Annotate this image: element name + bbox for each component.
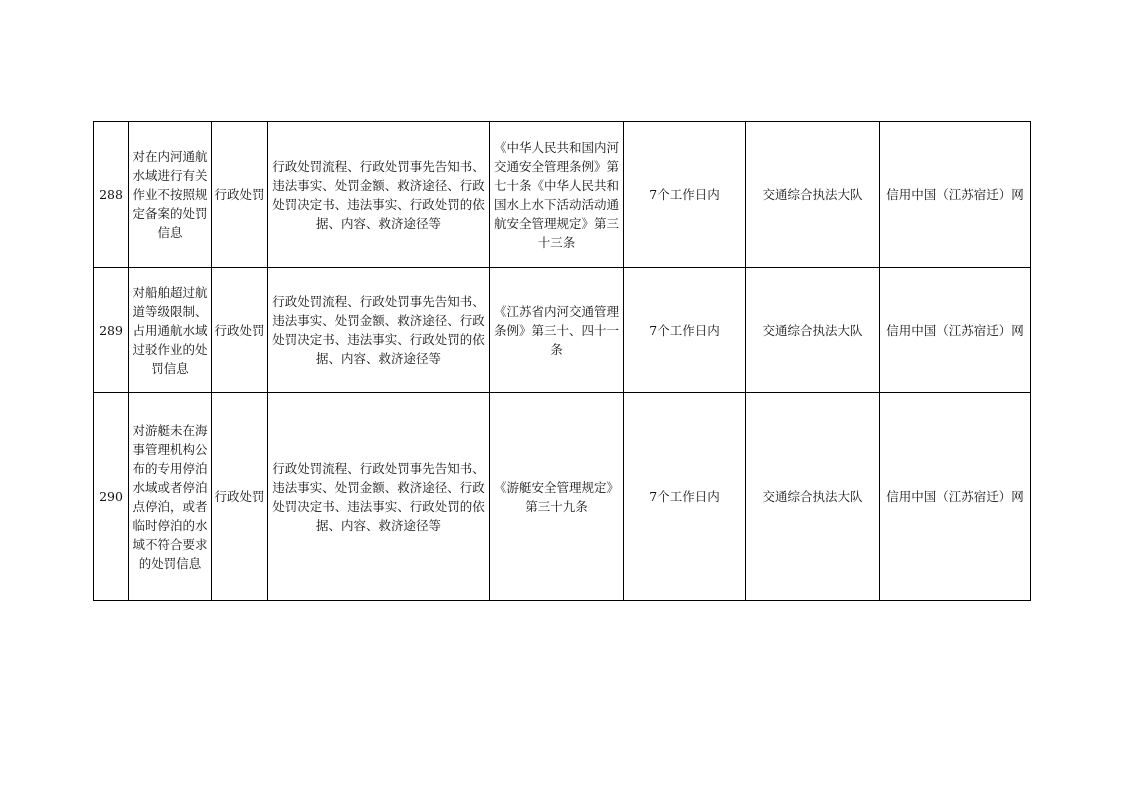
disclosure-channel: 信用中国（江苏宿迁）网	[880, 268, 1031, 393]
item-name: 对船舶超过航道等级限制、占用通航水域过驳作业的处罚信息	[129, 268, 212, 393]
time-limit: 7个工作日内	[624, 268, 746, 393]
disclosure-channel: 信用中国（江苏宿迁）网	[880, 393, 1031, 601]
legal-basis: 《游艇安全管理规定》第三十九条	[490, 393, 624, 601]
disclosure-content: 行政处罚流程、行政处罚事先告知书、违法事实、处罚金额、救济途径、行政处罚决定书、违法事实、行政处罚的依据、内容、救济途径等	[268, 393, 490, 601]
time-limit: 7个工作日内	[624, 122, 746, 268]
item-category: 行政处罚	[212, 268, 268, 393]
disclosure-content: 行政处罚流程、行政处罚事先告知书、违法事实、处罚金额、救济途径、行政处罚决定书、违法事实、行政处罚的依据、内容、救济途径等	[268, 122, 490, 268]
responsible-department: 交通综合执法大队	[746, 122, 880, 268]
table-row	[94, 393, 1031, 601]
item-name: 对在内河通航水域进行有关作业不按照规定备案的处罚信息	[129, 122, 212, 268]
legal-basis: 《中华人民共和国内河交通安全管理条例》第七十条《中华人民共和国水上水下活动活动通航安全管理规定》第三十三条	[490, 122, 624, 268]
legal-basis: 《江苏省内河交通管理条例》第三十、四十一条	[490, 268, 624, 393]
disclosure-table	[93, 121, 1031, 601]
row-number: 288	[94, 122, 129, 268]
table-row	[94, 268, 1031, 393]
responsible-department: 交通综合执法大队	[746, 268, 880, 393]
item-name: 对游艇未在海事管理机构公布的专用停泊水域或者停泊点停泊，或者临时停泊的水域不符合要求的处罚信息	[129, 393, 212, 601]
disclosure-content: 行政处罚流程、行政处罚事先告知书、违法事实、处罚金额、救济途径、行政处罚决定书、违法事实、行政处罚的依据、内容、救济途径等	[268, 268, 490, 393]
disclosure-channel: 信用中国（江苏宿迁）网	[880, 122, 1031, 268]
row-number: 289	[94, 268, 129, 393]
row-number: 290	[94, 393, 129, 601]
time-limit: 7个工作日内	[624, 393, 746, 601]
item-category: 行政处罚	[212, 122, 268, 268]
table-row	[94, 122, 1031, 268]
item-category: 行政处罚	[212, 393, 268, 601]
responsible-department: 交通综合执法大队	[746, 393, 880, 601]
